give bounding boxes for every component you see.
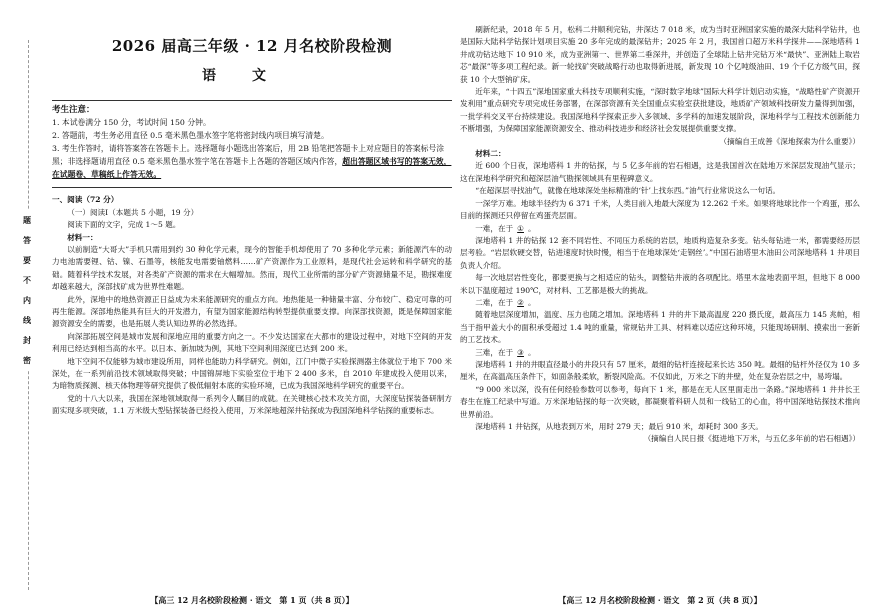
page-footer: 【高三 12 月名校阶段检测 · 语文 第 1 页（共 8 页）】	[150, 594, 354, 605]
paragraph: 向深部拓展空间是城市发展和深地应用的重要方向之一。不少发达国家在大都市的建设过程中，对地下空间的开发利用已经达到相当高的水平。以日本、新加坡为例，其地下空间利用深度已达到 200 米。	[52, 331, 452, 354]
paragraph: 以前制造“大哥大”手机只需用到约 30 种化学元素，现今的智能手机却使用了 70 多种化学元素；新能源汽车的动力电池需要锂、钴、镍、石墨等，核能发电需要铀燃料……矿产资源作为工业原料，是现代社会运转和科学研究的基础。随着科学技术发展，对各类矿产资源的需求在大幅增加。然而，现代工业所需的部分矿产资源储量不足，勘探难度却越来越大，深部找矿成为世界性难题。	[52, 245, 452, 292]
seal-char: 封	[23, 335, 31, 345]
difficulty-heading	[460, 297, 860, 309]
notice-item: 1. 本试卷满分 150 分，考试时间 150 分钟。	[52, 118, 211, 128]
divider	[52, 187, 452, 188]
instruction: 阅读下面的文字，完成 1～5 题。	[67, 220, 181, 230]
binding-margin	[6, 40, 46, 590]
punctuation: 。	[527, 223, 536, 233]
subject-title: 语文	[202, 68, 302, 84]
seal-char: 内	[23, 295, 31, 305]
answer-blank: ②	[517, 297, 524, 307]
seal-char: 题	[23, 215, 31, 225]
paragraph: 近年来，“十四五”深地国家重大科技专项顺利实施，“深时数字地球”国际大科学计划启动实施，“战略性矿产资源开发利用”重点研究专项完成任务部署，在深部资源有关全国重点实验室获批建设，地质矿产领域科技研发力量得到加强，一批学科交叉平台持续建设。我国深地科学探索正步入多领域、多学科的加速发展阶段，深地科学与工程技术创新能力不断增强，为保障国家能源资源安全、推动科技进步和经济社会发展提供重要支撑。	[460, 87, 860, 134]
source-citation: （摘编自人民日报《挺进地下万米，与五亿多年前的岩石相遇》）	[643, 434, 860, 444]
difficulty-heading-text: 一难，在于	[475, 223, 514, 233]
notice-heading: 考生注意：	[52, 105, 95, 116]
notice-warning: 超出答题区域书写的答案无效，在试题卷、草稿纸上作答无效。	[52, 156, 452, 179]
page-1	[52, 0, 452, 615]
seal-char: 线	[23, 315, 31, 325]
paragraph: 此外，深地中的地热资源正日益成为未来能源研究的重点方向。地热能是一种储量丰富、分布较广、稳定可靠的可再生能源。深部地热能具有巨大的开发潜力，有望为国家能源结构转型提供重要支撑。向深部找资源，既是保障国家能源资源安全的需要，也是拓展人类认知边界的必然选择。	[52, 294, 452, 329]
page-2	[460, 0, 860, 615]
notice-item: 2. 答题前，考生务必用直径 0.5 毫米黑色墨水签字笔将密封线内项目填写清楚。	[52, 131, 329, 141]
answer-blank: ①	[517, 223, 524, 233]
paragraph: 深地塔科 1 井的井眼直径最小的井段只有 57 厘米，最细的钻杆连接起来长达 350 吨。最细的钻杆外径仅为 10 多厘米，在高温高压条件下，如面条般柔软，断裂风险高。不仅如此，万米之下的井壁，处在复杂岩层之中，易垮塌。	[460, 359, 860, 382]
difficulty-heading	[460, 347, 860, 359]
paragraph: “9 000 米以深，没有任何经验参数可以参考，每向下 1 米，都是在无人区里面走出一条路。”深地塔科 1 井井长王春生在施工纪录中写道。万米深地钻探的每一次突破，都凝聚着科研人员和一线钻工的心血，将中国深地钻探技术推向世界前沿。	[460, 384, 860, 419]
page-footer: 【高三 12 月名校阶段检测 · 语文 第 2 页（共 8 页）】	[558, 594, 762, 605]
difficulty-heading-text: 三难，在于	[475, 347, 514, 357]
paragraph: 党的十八大以来，我国在深地领域取得一系列令人瞩目的成就。在关键核心技术攻关方面，大深度钻探装备研制方面实现多项突破，1.1 万米级大型钻探装备已经投入使用，万米深地超深井钻探成为我国深地科学钻探的重要标志。	[52, 393, 452, 416]
difficulty-list	[460, 223, 860, 384]
exam-title: 2026 届高三年级 · 12 月名校阶段检测	[111, 37, 393, 55]
exam-notice	[52, 104, 452, 181]
punctuation: 。	[527, 297, 536, 307]
punctuation: 。	[527, 347, 536, 357]
material-label: 材料二：	[475, 149, 506, 159]
seal-char: 不	[23, 275, 31, 285]
seal-char: 密	[23, 355, 31, 365]
difficulty-heading	[460, 223, 860, 235]
paragraph: 深地塔科 1 井钻探，从地表到万米，用时 279 天；最后 910 米，却耗时 300 多天。	[475, 422, 764, 431]
paragraph: 深地塔科 1 井的钻探 12 套不同岩性、不同压力系统的岩层，地质构造复杂多变。钻头每钻进一米，都需要经历层层考验。“岩层软硬交替，钻进速度时快时慢，相当于在地球深处‘走钢丝’。”中国石油塔里木油田公司深地塔科 1 井项目负责人介绍。	[460, 235, 860, 270]
answer-blank: ③	[517, 347, 524, 357]
paragraph: “在超深层寻找油气，就像在地球深处坐标精准的‘针’上找东西。”油气行业常说这么一句话。	[475, 186, 781, 196]
seal-char: 要	[23, 255, 31, 265]
difficulty-heading-text: 二难，在于	[475, 297, 514, 307]
notice-item-text: 3. 考生作答时，请将答案答在答题卡上。选择题每小题选出答案后，用 2B 铅笔把答题卡上对应题目的答案标号涂黑；非选择题请用直径 0.5 毫米黑色墨水签字笔在答题卡上各题的答题区域内作答，	[52, 144, 445, 166]
paragraph: 近 600 个日夜，深地塔科 1 井的钻探，与 5 亿多年前的岩石相遇，这是我国首次在陆地万米深层发现油气显示；这在深地科学研究和超深层油气勘探领域具有里程碑意义。	[460, 161, 860, 183]
source-citation: （摘编自王成善《深地探索为什么重要》）	[719, 136, 860, 146]
paragraph: 随着地层深度增加，温度、压力也随之增加。深地塔科 1 井的井下最高温度 220 摄氏度，最高压力 145 兆帕，相当于指甲盖大小的面积承受超过 1.4 吨的重量，常规钻井工具、材料难以适应这种环境，只能现场研制、摸索出一套新的工艺技术。	[460, 310, 860, 345]
paragraph: 地下空间不仅能够为城市建设所用，同样也能助力科学研究。例如，江门中微子实验探测器主体就位于地下 700 米深处，在一系列前沿技术领域取得突破；中国锦屏地下实验室位于地下 2 400 多米，自 2010 年建成投入使用以来，为暗物质探测、核天体物理等研究提供了极低辐射本底的实验环境，已成为我国深地科学研究的重要平台。	[52, 356, 452, 391]
seal-char: 答	[23, 235, 31, 245]
divider	[52, 100, 452, 101]
paragraph: 刷新纪录，2018 年 5 月，松科二井顺利完钻，井深达 7 018 米，成为当时亚洲国家实施的最深大陆科学钻井，也是国际大陆科学钻探计划项目实施 20 多年完成的最深钻井；2025 年 2 月，我国首口超万米科学探井——深地塔科 1 井成功钻达地下 10 910 米，成为亚洲第一、世界第二垂深井，并创造了全球陆上钻井完钻万米“最快”、亚洲陆上取岩芯“最深”等多项工程纪录。新一轮找矿突破战略行动也取得新进展，新发现 10 个亿吨级油田、19 个千亿方级气田，探获 10 个大型钠矿床。	[460, 25, 860, 84]
seal-text	[20, 210, 34, 370]
material-label: 材料一：	[67, 232, 98, 242]
paragraph: 每一次地层岩性变化，都要更换与之相适应的钻头，调整钻井液的各项配比。塔里木盆地表面平坦，但地下 8 000 米以下温度超过 190℃，对材料、工艺都是极大的挑战。	[460, 273, 860, 295]
section-heading: 一、阅读（72 分）	[52, 195, 119, 205]
sub-section-heading: （一）阅读Ⅰ（本题共 5 小题，19 分）	[67, 207, 199, 217]
notice-item	[52, 143, 452, 181]
paragraph: 一深学万难。地球半径约为 6 371 千米，人类目前入地最大深度为 12.262 千米。如果将地球比作一个鸡蛋，那么目前的探测还只停留在鸡蛋壳层面。	[460, 198, 860, 221]
